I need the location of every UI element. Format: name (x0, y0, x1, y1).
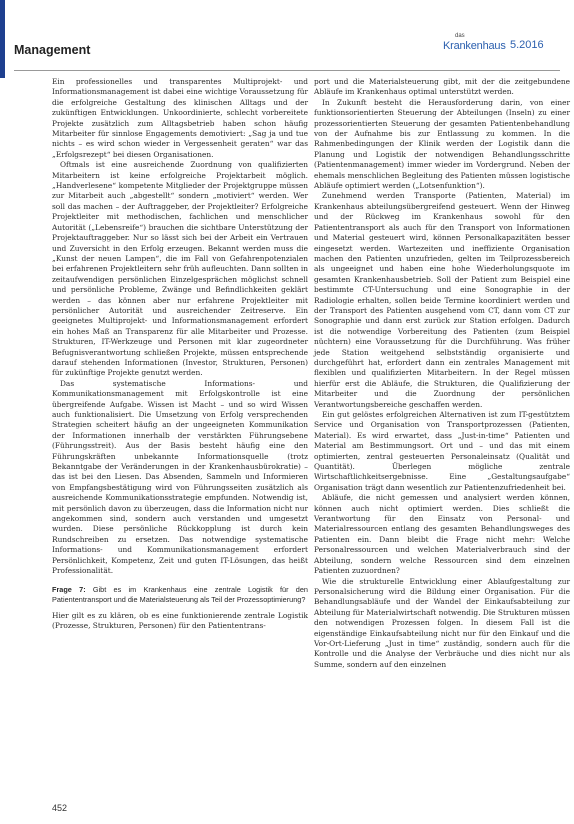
right-column (314, 77, 570, 670)
page-header (0, 30, 574, 74)
question-label: Frage 7: (52, 584, 86, 594)
issue-number: 5.2016 (510, 39, 544, 51)
right-paragraph: Abläufe, die nicht gemessen und analysiert werden können, können auch nicht optimiert werden. Dies schließt die Verantwortung für den Einsatz von Personal- und Materialressourcen entlang des gesamten Behandlungsweges des Patienten ein. Dann bleibt die Frage nicht mehr: Welche Personalressourcen und welchen Materialverbrauch sind der Abteilung, sondern welche Ressourcen sind dem einzelnen Patienten zuzuordnen? (314, 493, 570, 576)
question-block (52, 585, 308, 605)
answer-paragraph: Hier gilt es zu klären, ob es eine funktionierende zentrale Logistik (Prozesse, Strukturen, Personen) für den Patiententrans- (52, 610, 308, 631)
journal-logo (443, 33, 506, 56)
left-paragraph: Das systematische Informations- und Kommunikationsmanagement mit Erfolgskontrolle ist eine übergreifende Aufgabe. Wissen ist Macht – und so wird Wissen auch funktionalisiert. Die Umsetzung von Erfolg versprechenden Strategien scheitert häufig an der ungeeigneten Kommunikation der Informationen innerhalb der verstärkten Führungsebene (Führungsstreit). Aus der Basis besteht häufig eine den Führungskräften unbekannte Informationsquelle (trotz Bekanntgabe der Veränderungen in der Krankenhausbürokratie) – das ist bei den Liesen. Das Absenden, Sammeln und Informieren von Empfangsbestätigung wird von Führungsseiten zusätzlich als ausreichende Kommunikationsstrategie empfunden. Notwendig ist, mit persönlich davon zu überzeugen, dass die Information nicht nur angekommen sind, sondern auch verstanden und umgesetzt wurden. Diese persönliche Rückkopplung ist durch kein Rundschreiben zu ersetzen. Das notwendige systematische Informations- und Kommunikationsmanagement erfordert Persönlichkeit, Kompetenz, Zeit und guten IT-Lösungen, das heißt Professionalität. (52, 378, 308, 576)
logo-main-text: Krankenhaus (443, 40, 506, 52)
left-column (52, 77, 308, 632)
right-paragraph: Ein gut gelöstes erfolgreichen Alternativen ist zum IT-gestütztem Service und Organisation von Transportprozessen (Patienten, Material). Es wird erwartet, dass „Just-in-time“ Patienten und Material am Bestimmungsort. Ort und – und das mit einem optimierten, zentral gesteuerten Personaleinsatz (Qualität und Quantität). Überlegen mögliche zentrale Wirtschaftlichkeitsergebnisse. Eine „Gestaltungsaufgabe“ Organisation trägt dann wesentlich zur Patientenzufriedenheit bei. (314, 410, 570, 492)
section-title: Management (14, 43, 91, 57)
right-paragraph: port und die Materialsteuerung gibt, mit der die zeitgebundene Abläufe im Krankenhaus optimal unterstützt werden. (314, 77, 570, 97)
logo-small-text: das (455, 33, 465, 39)
right-paragraph: Wie die strukturelle Entwicklung einer Ablaufgestaltung zur Personalsicherung wird die Bildung einer Organisation. Für die Behandlungsabläufe und der Wandel der Einkaufsabteilung zur Abteilung für Materialwirtschaft notwendig. Die Strukturen müssen den notwendigen Prozessen folgen. In diesem Fall ist die eigenständige Einkaufsabteilung nicht nur für den Einkauf und die Vor-Ort-Lieferung „Just in time“ zuständig, sondern auch für die Kontrolle und die Analyse der Verbräuche und dies nicht nur als Summe, sondern auf den einzelnen (314, 576, 570, 669)
right-paragraph: In Zukunft besteht die Herausforderung darin, von einer funktionsorientierten Steuerung der Abteilungen (Inseln) zu einer prozessorientierten Steuerung der gesamten Patientenbehandlung von der Aufnahme bis zur Entlassung zu kommen. In die Rahmenbedingungen der Klinik werden der Logistik dann die Planung und Logistik der notwendigen Behandlungsschritte (Patientenmanagement) immer wieder im Vordergrund. Neben der ehemals menschlichen Begleitung des Patienten müssen logistische Abläufe optimiert werden („Lotsenfunktion“). (314, 97, 570, 191)
page-number: 452 (52, 803, 68, 813)
question-text: Gibt es im Krankenhaus eine zentrale Logistik für den Patiententransport und die Materialsteuerung als Teil der Prozessoptimierung? (52, 584, 308, 604)
header-rule (14, 70, 560, 71)
right-paragraph: Zunehmend werden Transporte (Patienten, Material) im Krankenhaus abteilungsübergreifend gesteuert. Wenn der Hinweg und der Rückweg im Krankenhaus sowohl für den Patiententransport als auch für den Transport von Informationen und Material gesteuert wird, können Personalkapazitäten besser eingesetzt werden. Wartezeiten und ineffiziente Organisation machen den Patienten unzufrieden, gelten im Teilprozessbereich als ungeeignet und haben eine hohe Wiederholungsquote im gesamten Krankenhausbetrieb. Soll der Patient zum Beispiel eine bestimmte CT-Untersuchung und eine Sonographie in der Radiologie erhalten, sollen beide Termine koordiniert werden und der Transport des Patienten ausgehend vom CT, dann vom CT zur Sonographie und dann erst zurück zur Station erfolgen. Dadurch ist die notwendige Vorbereitung des Patienten (zum Beispiel nüchtern) eine Voraussetzung für die Durchführung. Was früher jede Station weitgehend selbstständig organisierte und durchgeführt hat, erfordert dann ein zentrales Management mit flexiblen und qualifizierten Mitarbeitern. In der Regel müssen hierfür erst die Abläufe, die Strukturen, die Qualifizierung der Mitarbeiter und die Zuordnung der persönlichen Verantwortungsbereiche geschaffen werden. (314, 191, 570, 409)
left-paragraph: Oftmals ist eine ausreichende Zuordnung von qualifizierten Mitarbeitern ist keine erfolgreiche Projektarbeit möglich. „Handverlesene“ kompetente Mitglieder der Projektgruppe müssen zur Mitarbeit auch „abgestellt“ sondern „motiviert“ werden. Wer soll das machen – der Auftraggeber, der Projektleiter? Erfolgreiche Projektleiter mit methodischen, fachlichen und menschlicher Autorität („Lebensreife“) brauchen die sichtbare Unterstützung der Projektauftraggeber. Nur so lässt sich bei der Arbeit ein Vertrauen und Zuversicht in den Erfolg erzeugen. Bekannt werden muss die „Kunst der neuen Lampen“, die im Fall von Gefahrenpotenzialen bei erfahrenen Projektleitern sehr früh aufleuchten. Dann sollten in zeitaufwendigen persönlichen Einzelgesprächen möglichst schnell und persönliche Probleme, Zwänge und Befindlichkeiten geklärt werden – das können aber nur erfahrene Projektleiter mit persönlicher Autorität und ausreichender Zeitreserve. Ein geeignetes Multiprojekt- und Informationsmanagement erfordert ein hohes Maß an Transparenz für alle Mitarbeiter und Prozesse. Strukturen, IT-Werkzeuge und Personen mit klar zugeordneter Befugnisverantwortung schließen Projekte, müssen entsprechende darauf stehenden Informationen (Investor, Strukturen, Personen) für zukünftige Projekte genutzt werden. (52, 160, 308, 378)
left-paragraph: Ein professionelles und transparentes Multiprojekt- und Informationsmanagement ist dabei eine wichtige Voraussetzung für die erfolgreiche Gestaltung des klinischen Alltags und der zukünftigen Entwicklungen. Unkoordinierte, schlecht vorbereitete Projekte zusätzlich zum Alltagsbetrieb haben schon häufig Mitarbeiter für sinnlose Engagements demotiviert: „Sag ja und tue nichts – es wird schon wieder in Vergessenheit geraten“ war das „Erfolgsrezept“ bei diesen Organisationen. (52, 77, 308, 159)
